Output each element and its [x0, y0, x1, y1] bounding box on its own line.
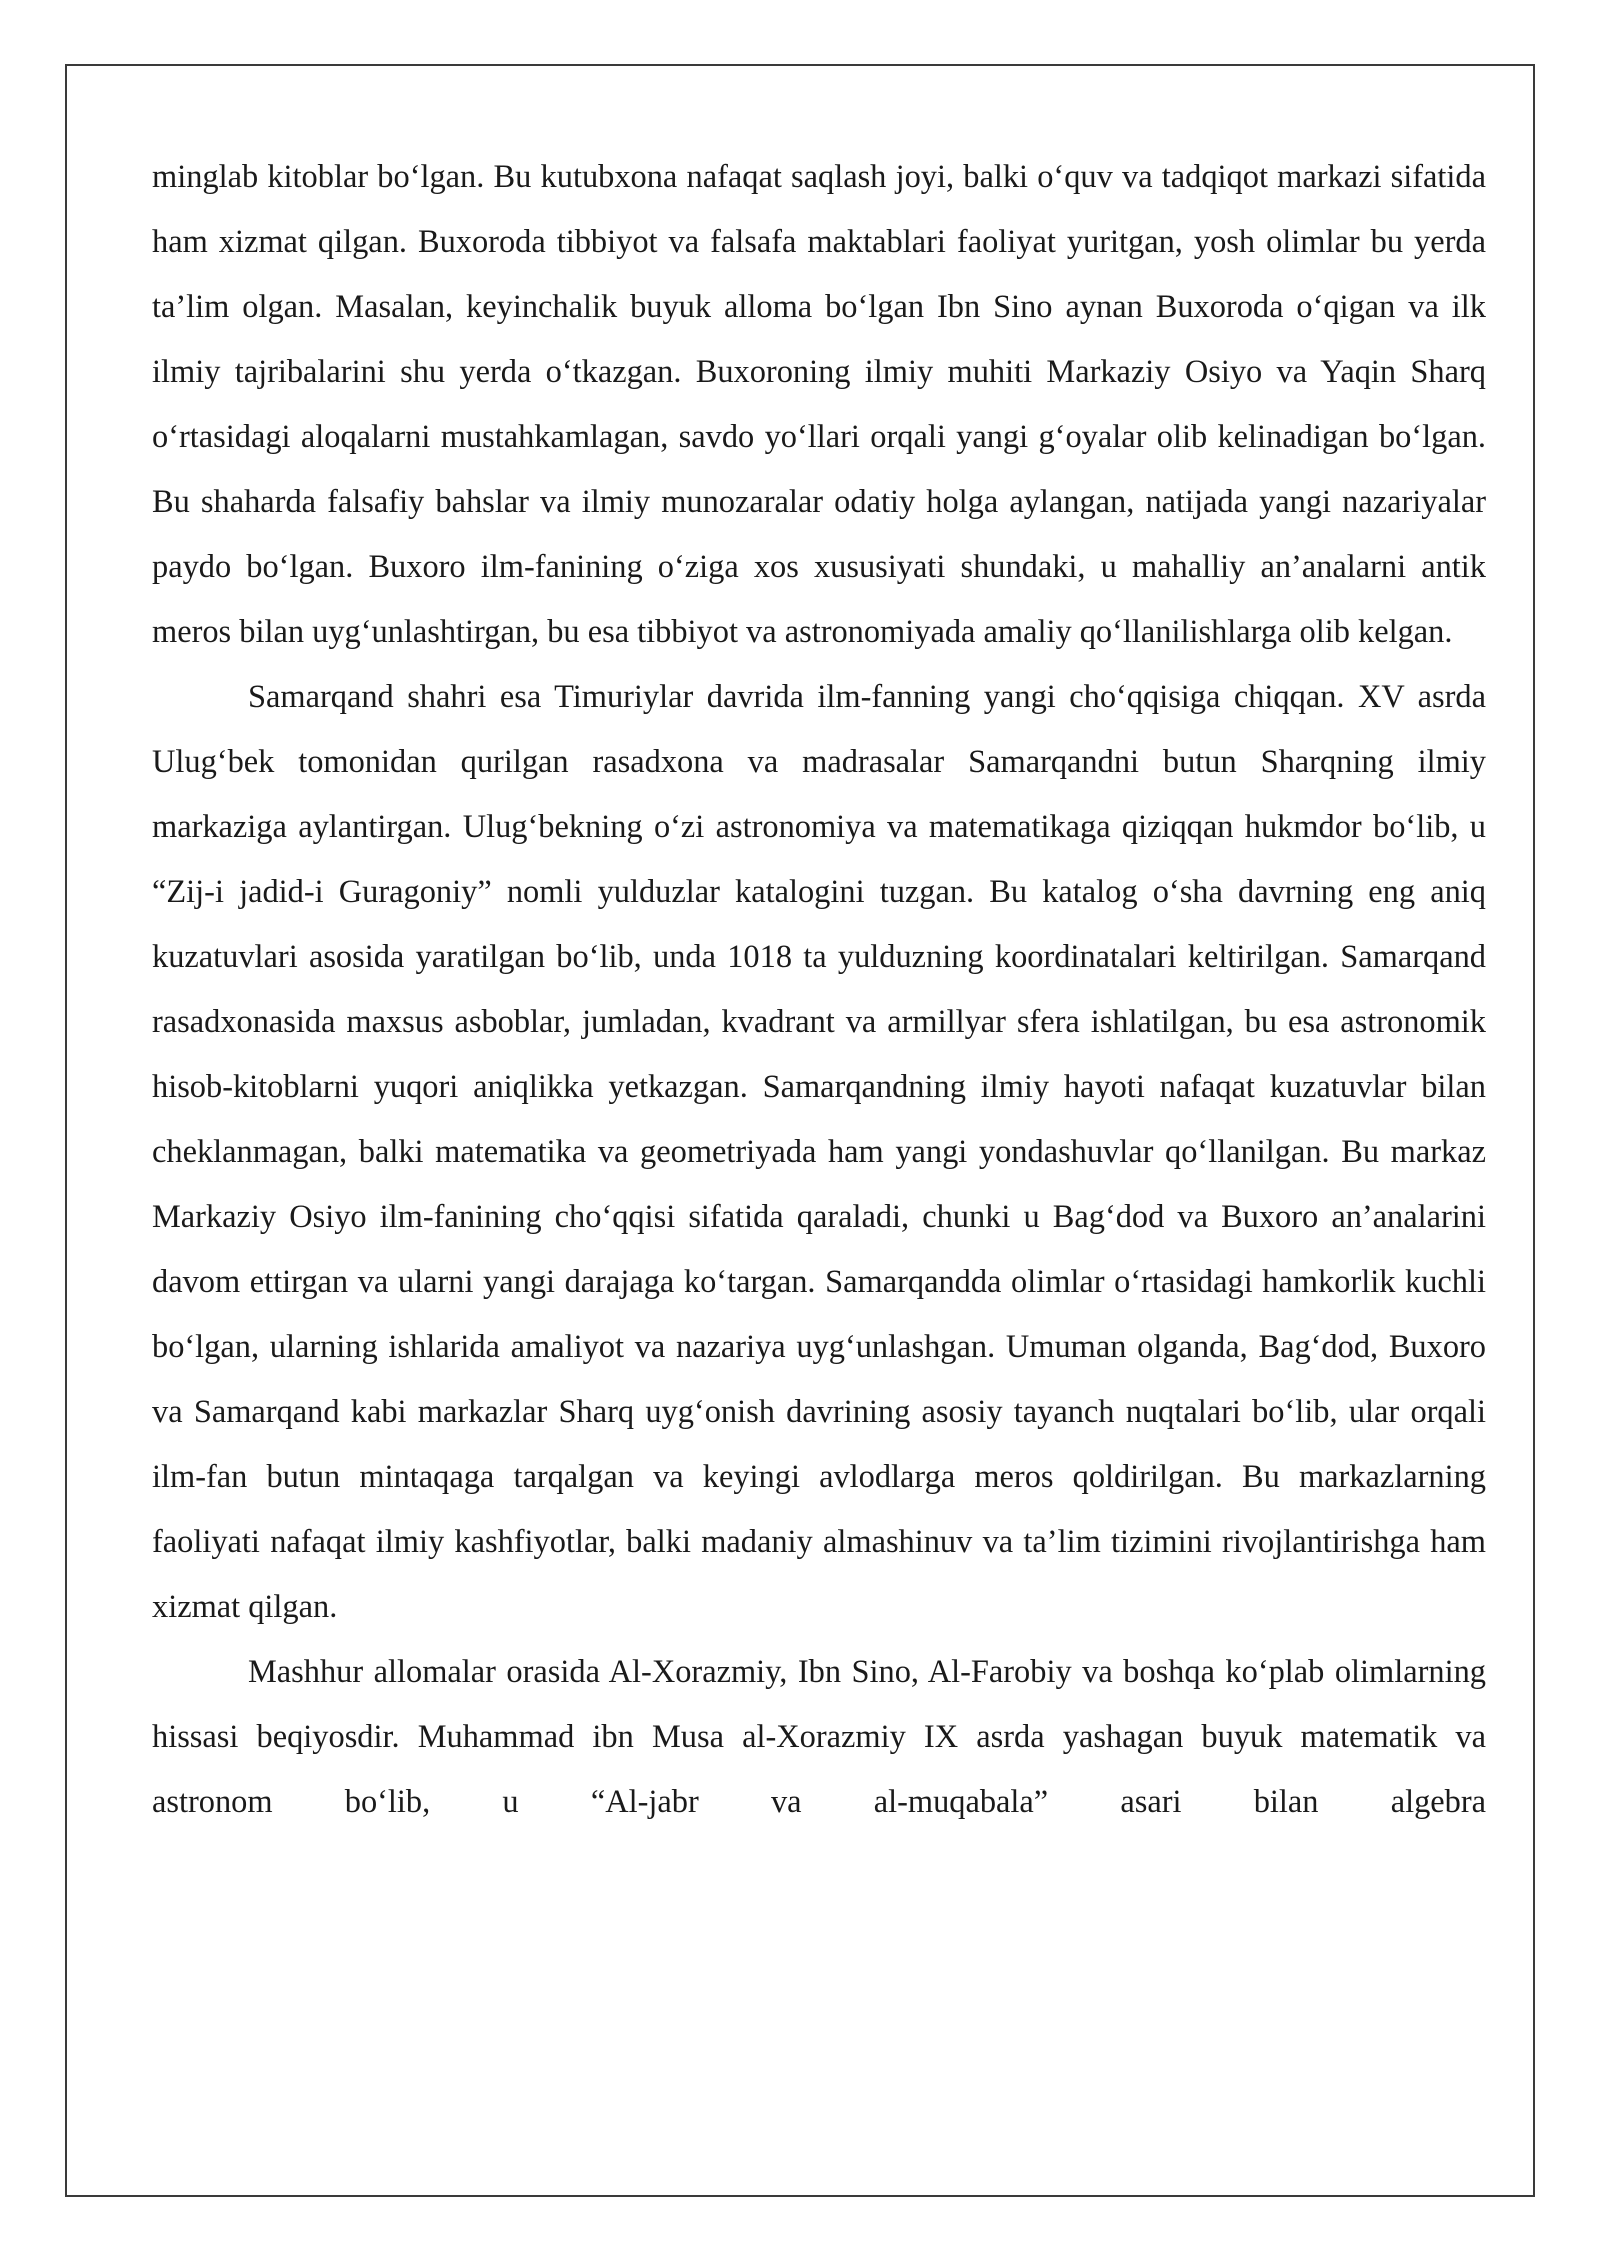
document-body: [152, 145, 1486, 1835]
paragraph-1: minglab kitoblar bo‘lgan. Bu kutubxona nafaqat saqlash joyi, balki o‘quv va tadqiqot markazi sifatida ham xizmat qilgan. Buxoroda tibbiyot va falsafa maktablari faoliyat yuritgan, yosh olimlar bu yerda ta’lim olgan. Masalan, keyinchalik buyuk alloma bo‘lgan Ibn Sino aynan Buxoroda o‘qigan va ilk ilmiy tajribalarini shu yerda o‘tkazgan. Buxoroning ilmiy muhiti Markaziy Osiyo va Yaqin Sharq o‘rtasidagi aloqalarni mustahkamlagan, savdo yo‘llari orqali yangi g‘oyalar olib kelinadigan bo‘lgan. Bu shaharda falsafiy bahslar va ilmiy munozaralar odatiy holga aylangan, natijada yangi nazariyalar paydo bo‘lgan. Buxoro ilm-fanining o‘ziga xos xususiyati shundaki, u mahalliy an’analarni antik meros bilan uyg‘unlashtirgan, bu esa tibbiyot va astronomiyada amaliy qo‘llanilishlarga olib kelgan.: [152, 159, 1486, 650]
paragraph-3: Mashhur allomalar orasida Al-Xorazmiy, Ibn Sino, Al-Farobiy va boshqa ko‘plab olimlarning hissasi beqiyosdir. Muhammad ibn Musa al-Xorazmiy IX asrda yashagan buyuk matematik va astronom bo‘lib, u “Al-jabr va al-muqabala” asari bilan algebra: [152, 1654, 1486, 1820]
paragraph-2: Samarqand shahri esa Timuriylar davrida ilm-fanning yangi cho‘qqisiga chiqqan. XV asrda Ulug‘bek tomonidan qurilgan rasadxona va madrasalar Samarqandni butun Sharqning ilmiy markaziga aylantirgan. Ulug‘bekning o‘zi astronomiya va matematikaga qiziqqan hukmdor bo‘lib, u “Zij-i jadid-i Guragoniy” nomli yulduzlar katalogini tuzgan. Bu katalog o‘sha davrning eng aniq kuzatuvlari asosida yaratilgan bo‘lib, unda 1018 ta yulduzning koordinatalari keltirilgan. Samarqand rasadxonasida maxsus asboblar, jumladan, kvadrant va armillyar sfera ishlatilgan, bu esa astronomik hisob-kitoblarni yuqori aniqlikka yetkazgan. Samarqandning ilmiy hayoti nafaqat kuzatuvlar bilan cheklanmagan, balki matematika va geometriyada ham yangi yondashuvlar qo‘llanilgan. Bu markaz Markaziy Osiyo ilm-fanining cho‘qqisi sifatida qaraladi, chunki u Bag‘dod va Buxoro an’analarini davom ettirgan va ularni yangi darajaga ko‘targan. Samarqandda olimlar o‘rtasidagi hamkorlik kuchli bo‘lgan, ularning ishlarida amaliyot va nazariya uyg‘unlashgan. Umuman olganda, Bag‘dod, Buxoro va Samarqand kabi markazlar Sharq uyg‘onish davrining asosiy tayanch nuqtalari bo‘lib, ular orqali ilm-fan butun mintaqaga tarqalgan va keyingi avlodlarga meros qoldirilgan. Bu markazlarning faoliyati nafaqat ilmiy kashfiyotlar, balki madaniy almashinuv va ta’lim tizimini rivojlantirishga ham xizmat qilgan.: [152, 679, 1486, 1625]
